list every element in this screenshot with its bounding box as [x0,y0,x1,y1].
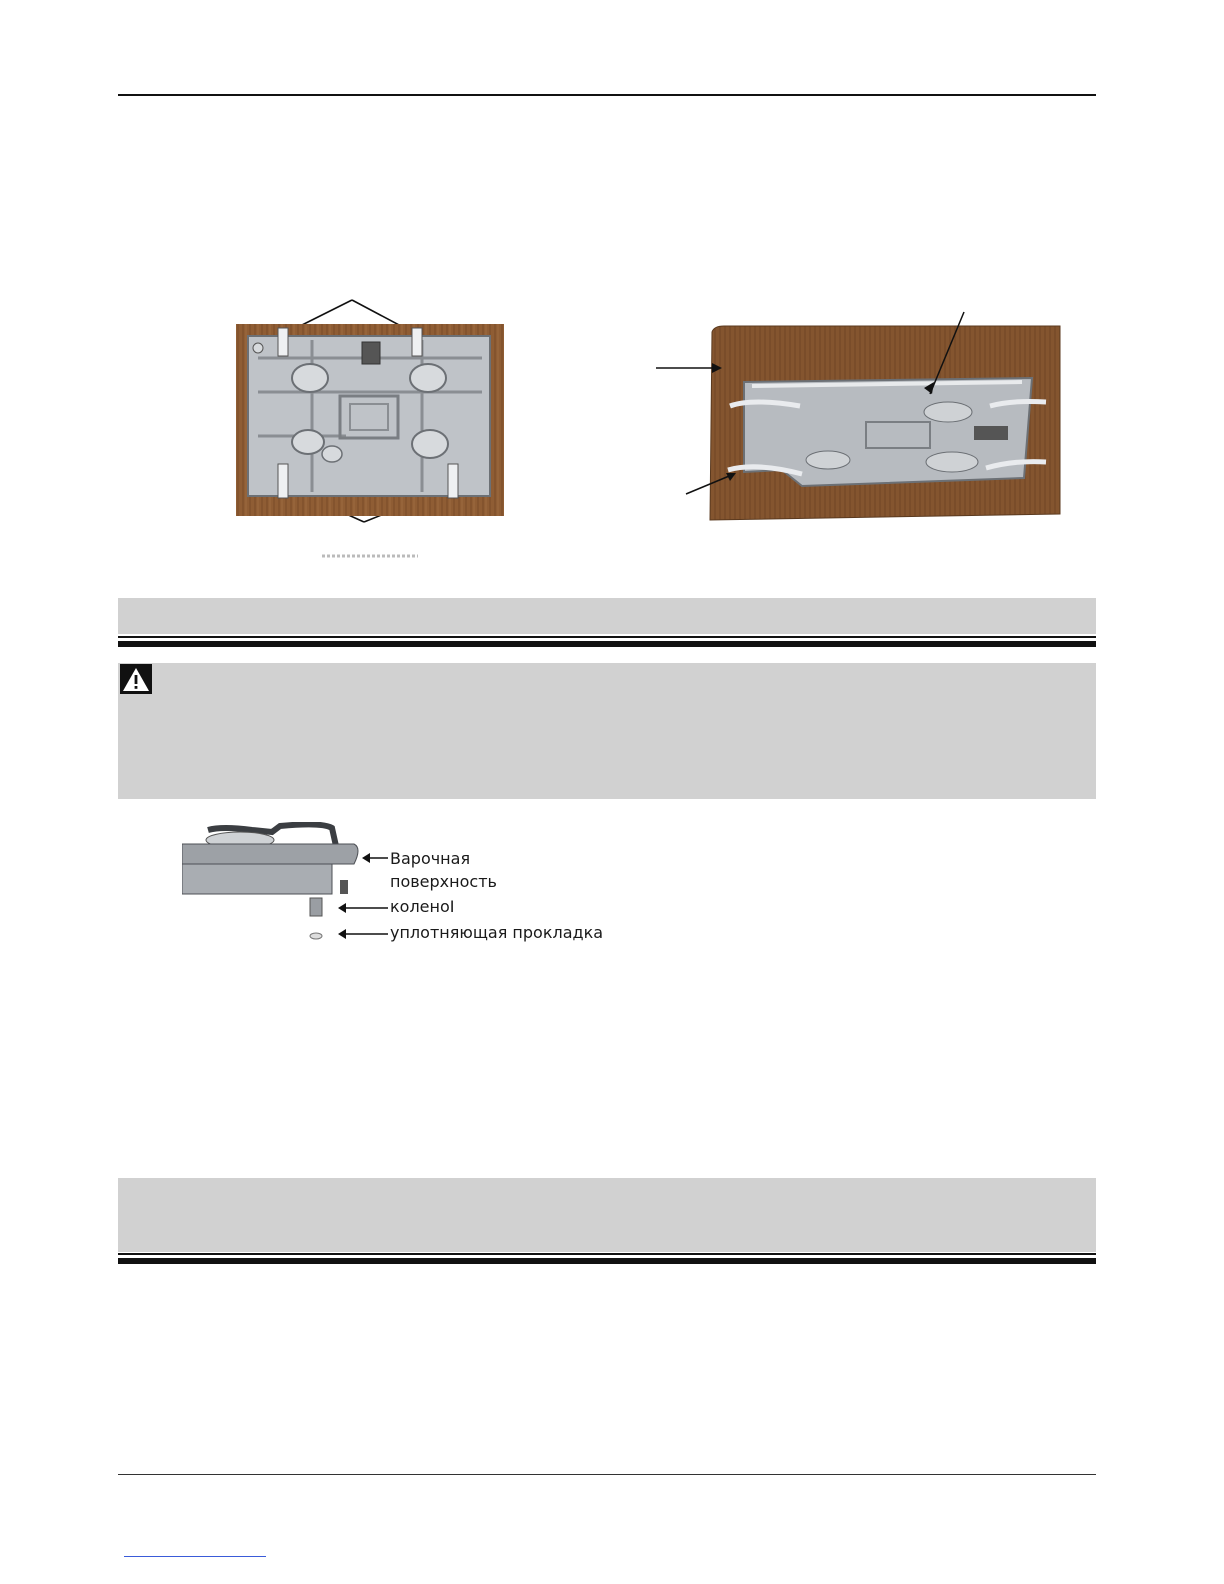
section-double-rule [118,636,1096,647]
hob-in-worktop-figure [652,302,1066,524]
figure-caption-fragment [322,546,418,552]
warning-icon [120,664,152,694]
label-elbow: коленоI [390,897,455,916]
label-gasket: уплотняющая прокладка [390,923,604,942]
callout-arrows [334,846,390,946]
label-cooking-surface-2: поверхность [390,872,497,891]
footer-rule [118,1474,1096,1475]
footer-link-underline[interactable] [124,1556,266,1557]
hob-underside-figure [236,296,508,524]
label-cooking-surface-1: Варочная [390,849,471,868]
section-double-rule-2 [118,1253,1096,1264]
header-rule [118,94,1096,96]
section-heading-band [118,598,1096,634]
warning-box [118,663,1096,799]
section-heading-band-2 [118,1178,1096,1252]
